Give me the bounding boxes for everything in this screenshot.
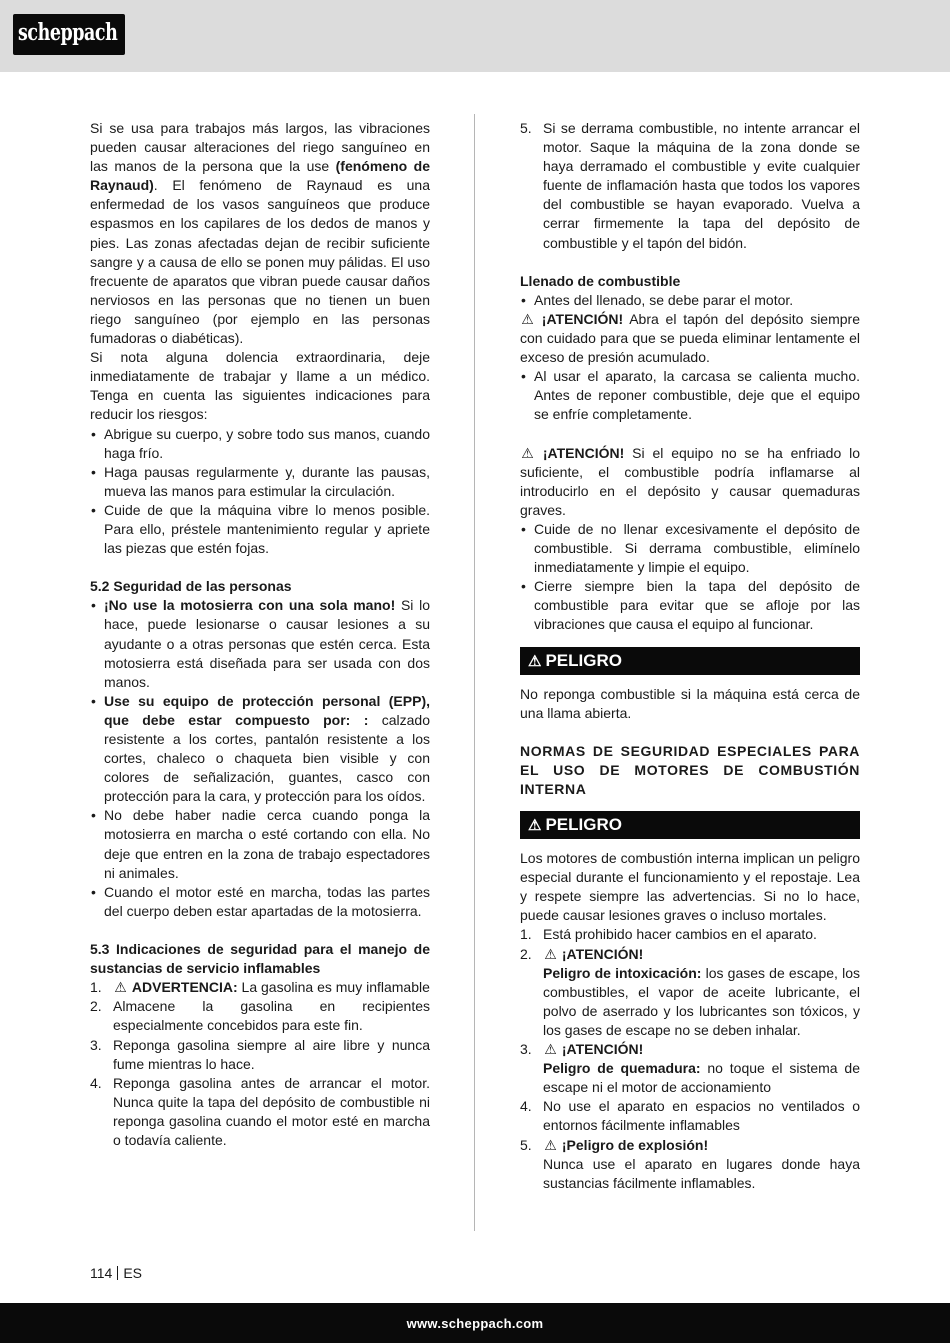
list-item: • Cuando el motor esté en marcha, todas las partes del cuerpo deben estar apartadas de la motosierra. [90,883,430,921]
bold-run: ¡ATENCIÓN! [561,945,644,962]
spacer [520,253,860,272]
item-number: 5. [520,120,532,136]
list-item: • Abrigue su cuerpo, y sobre todo sus manos, cuando haga frío. [90,425,430,463]
numbered-item [520,119,860,253]
text-run: No use el aparato en espacios no ventilados o entornos fácilmente inflamables [543,1098,860,1134]
text-run: Si lo hace, puede lesionarse o causar lesiones a su ayudante o a otras personas que estén cerca. Esta motosierra está diseñada para ser usada con dos manos. [104,597,430,690]
doctor-paragraph: Si nota alguna dolencia extraordinaria, deje inmediatamente de trabajar y llame a un médico. Tenga en cuenta las siguientes indicaciones para reducir los riesgos: [90,349,430,423]
list-item: • Antes del llenado, se debe parar el motor. [520,291,860,310]
column-divider [474,114,475,1231]
bold-run: Use su equipo de protección personal (EPP), que debe estar compuesto por: : [104,692,430,728]
text-run: los gases de escape, los combustibles, el vapor de aceite lubricante, el polvo de aserrado y los lubricantes son tóxicos, y los gases de escape no se deben inhalar. [543,964,860,1038]
warning-icon: ⚠ [528,652,542,670]
item-number: 2. [90,998,102,1015]
danger-banner [520,811,860,839]
bold-run: Peligro de intoxicación: [543,964,702,981]
text-run: . El fenómeno de Raynaud es una enfermedad de los vasos sanguíneos que produce espasmos en los capilares de los dedos de manos y pies. Las zonas afectadas dejan de recibir suficiente sangre y a causa de ello se ponen muy pálidas. El uso frecuente de aparatos que vibran puede causar daños nerviosos en las personas que no tienen un buen riego sanguíneo (por ejemplo en las personas fumadoras o diabéticas). [90,177,430,347]
text-run: Está prohibido hacer cambios en el aparato. [543,926,817,943]
numbered-item [520,1097,860,1135]
item-number: 4. [90,1074,102,1091]
text-run: Reponga gasolina siempre al aire libre y nunca fume mientras lo hace. [113,1036,430,1072]
numbered-item [520,945,860,1040]
list-item: • Cuide de no llenar excesivamente el depósito de combustible. Si derrama combustible, elimínelo inmediatamente y limpie el equipo. [520,520,860,577]
bold-run: ¡No use la motosierra con una sola mano! [104,597,396,614]
item-number: 1. [90,979,102,996]
danger-label: PELIGRO [545,650,622,670]
warning-icon: ⚠ [544,1041,557,1058]
bold-run: Peligro de quemadura: [543,1060,701,1077]
list-item [90,596,430,691]
bold-run: ¡ATENCIÓN! [561,1041,644,1058]
text-run: Nunca use el aparato en lugares donde haya sustancias fácilmente inflamables. [543,1155,860,1191]
header-bar [0,0,950,72]
text-run: La gasolina es muy inflamable [237,979,430,996]
text-run: Si se usa para trabajos más largos, las vibraciones pueden causar alteraciones del riego sanguíneo en las manos de la persona que la use [90,120,430,175]
spacer [520,723,860,742]
right-column [520,119,860,1193]
separator [117,1266,118,1280]
page-number-value: 114 [90,1265,113,1281]
numbered-item [520,1040,860,1097]
numbered-item [520,1136,860,1193]
warning-icon: ⚠ [544,1136,557,1153]
list-item: • Al usar el aparato, la carcasa se calienta mucho. Antes de reponer combustible, deje que el equipo se enfríe completamente. [520,367,860,424]
text-run: Reponga gasolina antes de arrancar el motor. Nunca quite la tapa del depósito de combustible ni reponga gasolina cuando el motor esté en marcha o todavía caliente. [113,1074,430,1148]
list-item: • Cierre siempre bien la tapa del depósito de combustible para evitar que se afloje por las vibraciones que causa el equipo al funcionar. [520,577,860,634]
item-number: 1. [520,926,532,943]
text-run: Si el equipo no se ha enfriado lo suficiente, el combustible podría inflamarse al introducirlo en el depósito y causar quemaduras graves. [520,444,860,518]
raynaud-term: (fenómeno de Raynaud) [90,158,430,194]
bold-run: ¡ATENCIÓN! [542,444,625,461]
danger-text: Los motores de combustión interna implican un peligro especial durante el funcionamiento y el repostaje. Lea y respete siempre las advertencias. Si no lo hace, puede causar lesiones graves o incluso mortales. [520,850,860,924]
text-run: no toque el sistema de escape ni el motor de accionamiento [543,1060,860,1096]
item-number: 3. [520,1041,532,1058]
item-number: 4. [520,1098,532,1115]
left-column [90,119,430,1150]
item-number: 2. [520,945,532,962]
list-item [90,692,430,807]
text-run: calzado resistente a los cortes, pantalón resistente a los cortes, chaleco o chaqueta bien visible y con colores de señalización, guantes, casco con protección para la cara, y protección para los oídos. [104,711,430,805]
scheppach-logo [13,14,125,55]
list-item: • Cuide de que la máquina vibre lo menos posible. Para ello, préstele mantenimiento regular y apriete las piezas que estén fojas. [90,501,430,558]
numbered-item [90,978,430,997]
warning-icon: ⚠ [521,444,534,461]
item-number: 3. [90,1036,102,1053]
numbered-item [90,997,430,1035]
section-heading-llenado: Llenado de combustible [520,272,681,289]
item-number: 5. [520,1136,532,1153]
spacer [520,425,860,444]
warning-icon: ⚠ [544,945,557,962]
section-heading-5-3: 5.3 Indicaciones de seguridad para el manejo de sustancias de servicio inflamables [90,941,430,977]
numbered-item [520,925,860,944]
website-link[interactable]: www.scheppach.com [406,1316,544,1331]
warning-icon: ⚠ [114,979,127,996]
danger-banner [520,647,860,675]
section-heading-caps: NORMAS DE SEGURIDAD ESPECIALES PARA EL USO DE MOTORES DE COMBUSTIÓN INTERNA [520,742,860,797]
numbered-item [90,1036,430,1074]
bold-run: ADVERTENCIA: [131,979,238,996]
attention-paragraph [520,310,860,367]
raynaud-paragraph [90,119,430,348]
warning-icon: ⚠ [521,310,534,327]
text-run: Almacene la gasolina en recipientes especialmente concebidos para este fin. [113,998,430,1034]
bold-run: ¡ATENCIÓN! [541,310,624,327]
numbered-item [90,1074,430,1150]
spacer [90,921,430,940]
list-item: • Haga pausas regularmente y, durante las pausas, mueva las manos para estimular la circulación. [90,463,430,501]
logo-text: scheppach [18,19,118,46]
danger-label: PELIGRO [545,815,622,835]
list-item: • No debe haber nadie cerca cuando ponga la motosierra en marcha o esté cortando con ella. No deje que entren en la zona de trabajo espectadores ni animales. [90,806,430,882]
spacer [90,558,430,577]
danger-text: No reponga combustible si la máquina está cerca de una llama abierta. [520,685,860,721]
language-code: ES [123,1265,143,1281]
page-number [90,1264,142,1283]
bold-run: ¡Peligro de explosión! [561,1136,709,1153]
text-run: Si se derrama combustible, no intente arrancar el motor. Saque la máquina de la zona donde se haya derramado el combustible y evite cualquier fuente de inflamación hasta que todos los vapores del combustible se hayan evaporado. Vuelva a cerrar firmemente la tapa del depósito de combustible y el tapón del bidón. [543,120,860,251]
warning-icon: ⚠ [528,817,542,835]
text-run: Abra el tapón del depósito siempre con cuidado para que se pueda eliminar lentamente el exceso de presión acumulado. [520,310,860,366]
section-heading-5-2: 5.2 Seguridad de las personas [90,578,292,595]
attention-paragraph [520,444,860,520]
footer-bar [0,1303,950,1343]
